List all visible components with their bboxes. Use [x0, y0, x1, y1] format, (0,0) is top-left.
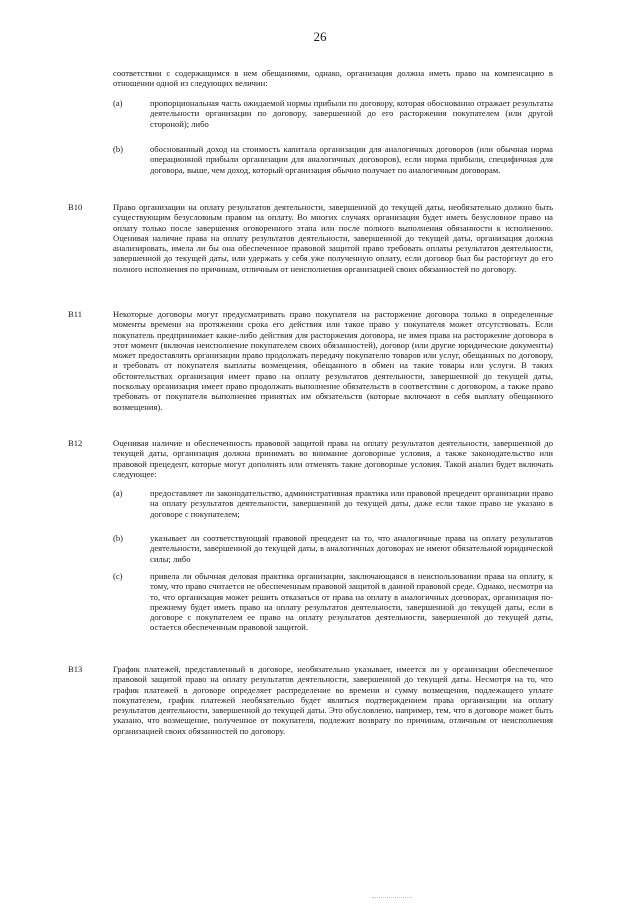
intro-item-text: пропорциональная часть ожидаемой нормы прибыли по договору, которая обоснованно отражает результаты деятельности организации по договору, завершенной до его расторжения покупателем (или другой стороной); либо: [150, 98, 553, 129]
list-item-text: предоставляет ли законодательство, административная практика или правовой прецедент организации право на оплату результатов деятельности, завершенной до текущей даты, даже если такое право не указано в договоре с покупателем;: [150, 488, 553, 519]
paragraph-text: Оценивая наличие и обеспеченность правовой защитой права на оплату результатов деятельности, завершенной до текущей даты, организация должна принимать во внимание договорные условия, а также законодательство или правовой прецедент, которые могут дополнять или отменять такие договорные условия. Такой анализ будет включать следующее:: [113, 438, 553, 479]
list-item-text: указывает ли соответствующий правовой прецедент на то, что аналогичные права на оплату результатов деятельности, завершенной до текущей даты, в аналогичных договорах не имеют обязательной юридической силы; либо: [150, 533, 553, 564]
paragraph-number: B10: [68, 202, 83, 212]
paragraph-number: B13: [68, 664, 83, 674]
paragraph-number: B12: [68, 438, 83, 448]
footer-divider: [372, 897, 412, 898]
intro-item-text: обоснованный доход на стоимость капитала организации для аналогичных договоров (или обычная норма операционной прибыли организации для аналогичных договоров), если норма прибыли, специфичная для договора, выше, чем доход, который организация обычно получает по аналогичным договорам.: [150, 144, 553, 175]
list-item-text: привела ли обычная деловая практика организации, заключающаяся в неиспользовании права на оплату, к тому, что право считается не обеспеченным правовой защитой в данной правовой среде. Однако, несмотря на то, что организация может решить отказаться от права на оплату в аналогичных договорах, организация по-прежнему будет иметь право на оплату результатов деятельности, завершенной до текущей даты, если в договоре с покупателем ее право на оплату результатов деятельности, завершенной до текущей даты, остается обеспеченным правовой защитой.: [150, 571, 553, 633]
intro-item-label: (a): [113, 98, 123, 108]
intro-paragraph: соответствии с содержащимся в нем обещаниями, однако, организация должна иметь право на компенсацию в отношении одной из следующих величин:: [113, 68, 553, 89]
paragraph-number: B11: [68, 309, 83, 319]
paragraph-text: График платежей, представленный в договоре, необязательно указывает, имеется ли у организации обеспеченное правовой защитой право на оплату результатов деятельности, завершенной до текущей даты. Несмотря на то, что график платежей в договоре определяет распределение во времени и сумму возмещения, подлежащего уплате покупателем, график платежей необязательно будет являться подтверждением права организации на оплату результатов деятельности, завершенной до текущей даты. Это обусловлено, например, тем, что в договоре может быть указано, что возмещение, полученное от покупателя, подлежит возврату по причинам, отличным от неисполнения организацией своих обязанностей по договору.: [113, 664, 553, 736]
list-item-label: (a): [113, 488, 123, 498]
intro-item-label: (b): [113, 144, 124, 154]
paragraph-text: Право организации на оплату результатов деятельности, завершенной до текущей даты, необязательно должно быть существующим безусловным правом на оплату. Во многих случаях организация будет иметь безусловное право на оплату только после завершения оговоренного этапа или после полного выполнения обязанности к исполнению. Оценивая наличие права на оплату результатов деятельности, завершенной до текущей даты, организация должна анализировать, имела ли бы она обеспеченное правовой защитой право требовать оплаты результатов деятельности, завершенной до текущей даты, или удержать у себя уже полученную оплату, если договор был бы расторгнут до его полного исполнения по причинам, отличным от неисполнения организацией своих обязанностей по договору.: [113, 202, 553, 274]
list-item-label: (b): [113, 533, 124, 543]
page-number: 26: [313, 29, 327, 44]
list-item-label: (c): [113, 571, 123, 581]
paragraph-text: Некоторые договоры могут предусматривать право покупателя на расторжение договора только в определенные моменты времени на протяжении срока его действия или такое право у покупателя может отсутствовать. Если покупатель предпринимает какие-либо действия для расторжения договора, не имея права на расторжение договора в этот момент (включая неисполнение покупателем своих обязанностей), договор (или другие юридические документы) может предоставлять организации право продолжать передачу покупателю товаров или услуг, обещанных по договору, и требовать от покупателя выплаты возмещения, обещанного в обмен на такие товары или услуги. В таких обстоятельствах организация имеет право на оплату результатов деятельности, завершенной до текущей даты, поскольку организация имеет право продолжать выполнение обязательств в соответствии с договором, а также право требовать от покупателя выполнения принятых им обязательств (которые включают в себя выплату обещанного возмещения).: [113, 309, 553, 412]
